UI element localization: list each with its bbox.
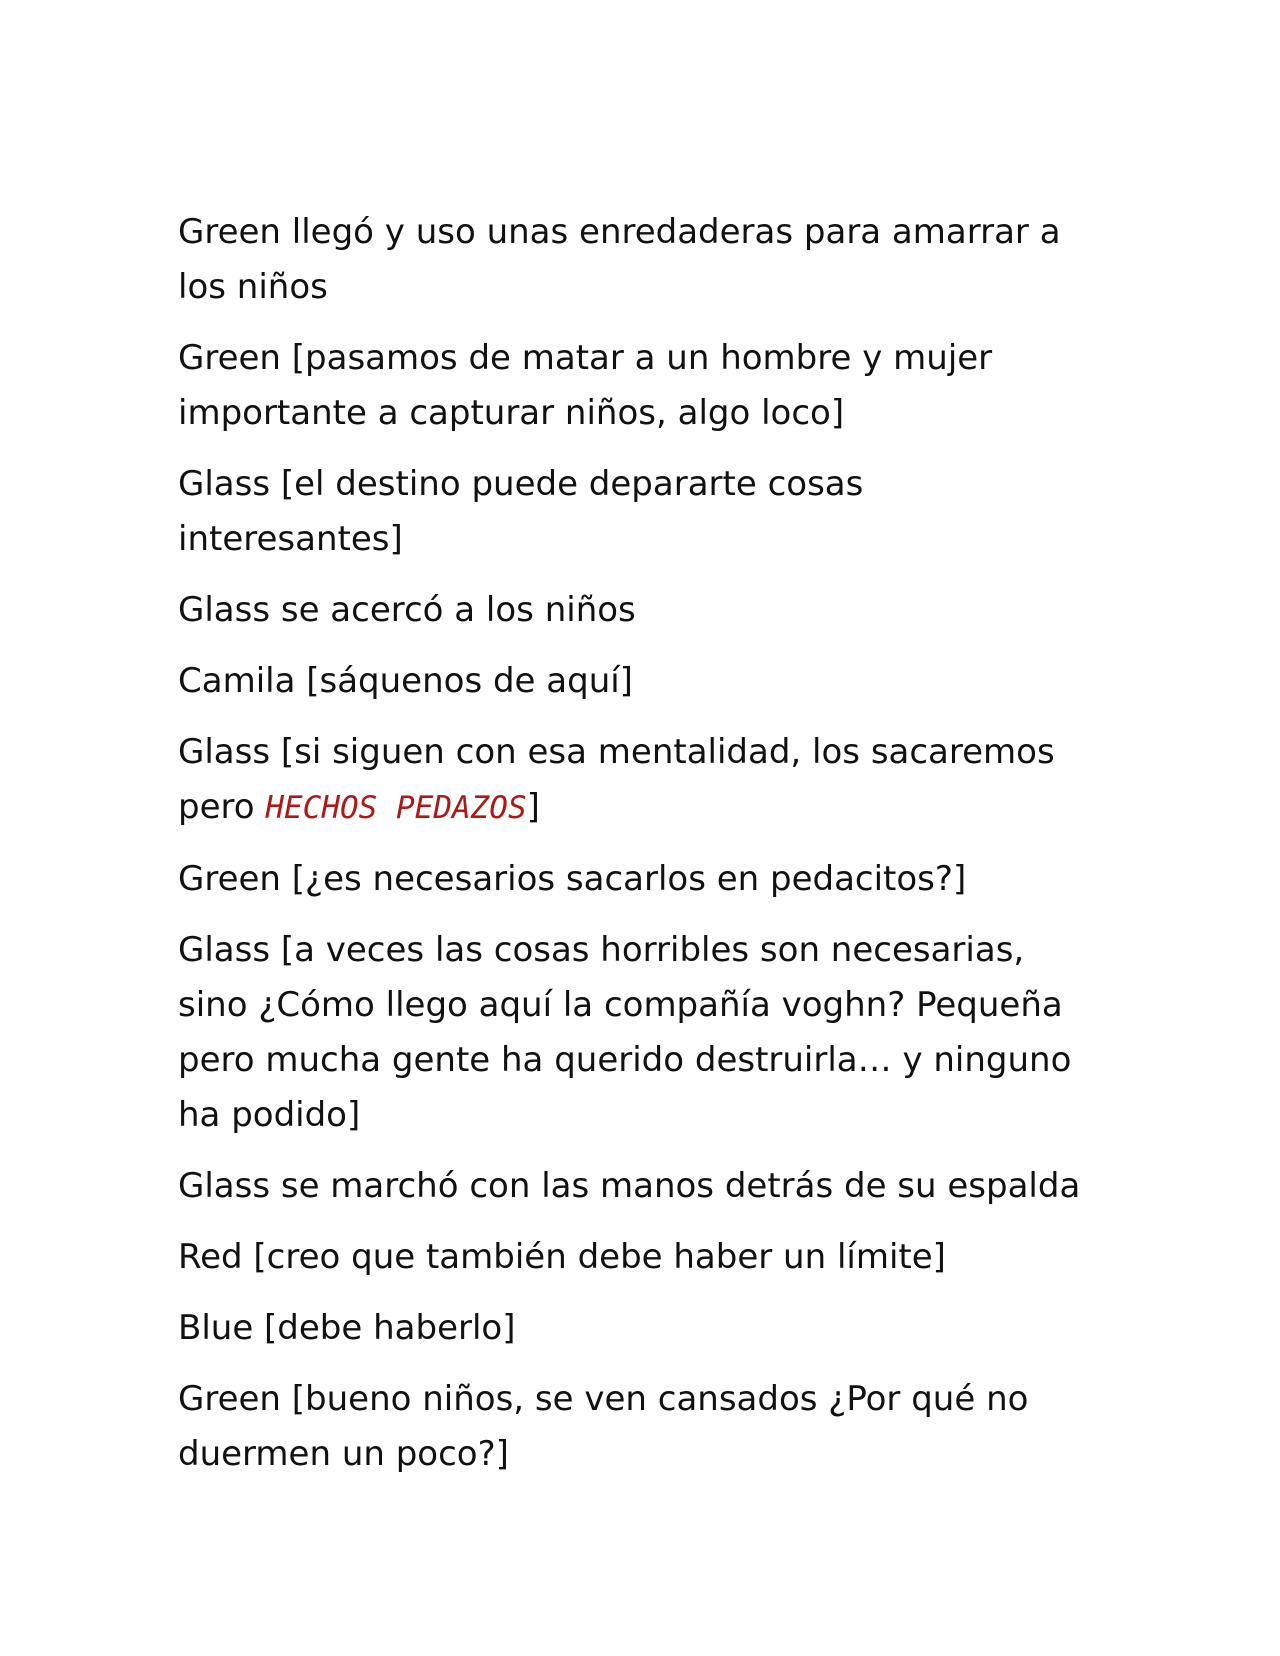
paragraph: Glass [a veces las cosas horribles son necesarias, sino ¿Cómo llego aquí la compañía voghn? Pequeña pero mucha gente ha querido destruirla… y ninguno ha podido] (178, 930, 1072, 1135)
paragraph: Red [creo que también debe haber un límite] (178, 1237, 946, 1277)
paragraph: Blue [debe haberlo] (178, 1308, 516, 1348)
paragraph: Green [¿es necesarios sacarlos en pedacitos?] (178, 859, 967, 899)
paragraph: Camila [sáquenos de aquí] (178, 661, 633, 701)
document-body (178, 205, 1098, 1498)
paragraph-with-styled-text (178, 725, 1098, 836)
paragraph: Glass se marchó con las manos detrás de su espalda (178, 1166, 1081, 1206)
paragraph: Glass [el destino puede depararte cosas interesantes] (178, 464, 864, 559)
paragraph-text-before: Glass [si siguen con esa mentalidad, los sacaremos pero (178, 732, 1055, 827)
paragraph-text-after: ] (526, 787, 540, 827)
paragraph: Green llegó y uso unas enredaderas para amarrar a los niños (178, 212, 1061, 307)
styled-scary-text: HECHOS PEDAZOS (265, 790, 527, 826)
paragraph: Green [bueno niños, se ven cansados ¿Por qué no duermen un poco?] (178, 1379, 1029, 1474)
paragraph: Green [pasamos de matar a un hombre y mujer importante a capturar niños, algo loco] (178, 338, 993, 433)
paragraph: Glass se acercó a los niños (178, 590, 636, 630)
